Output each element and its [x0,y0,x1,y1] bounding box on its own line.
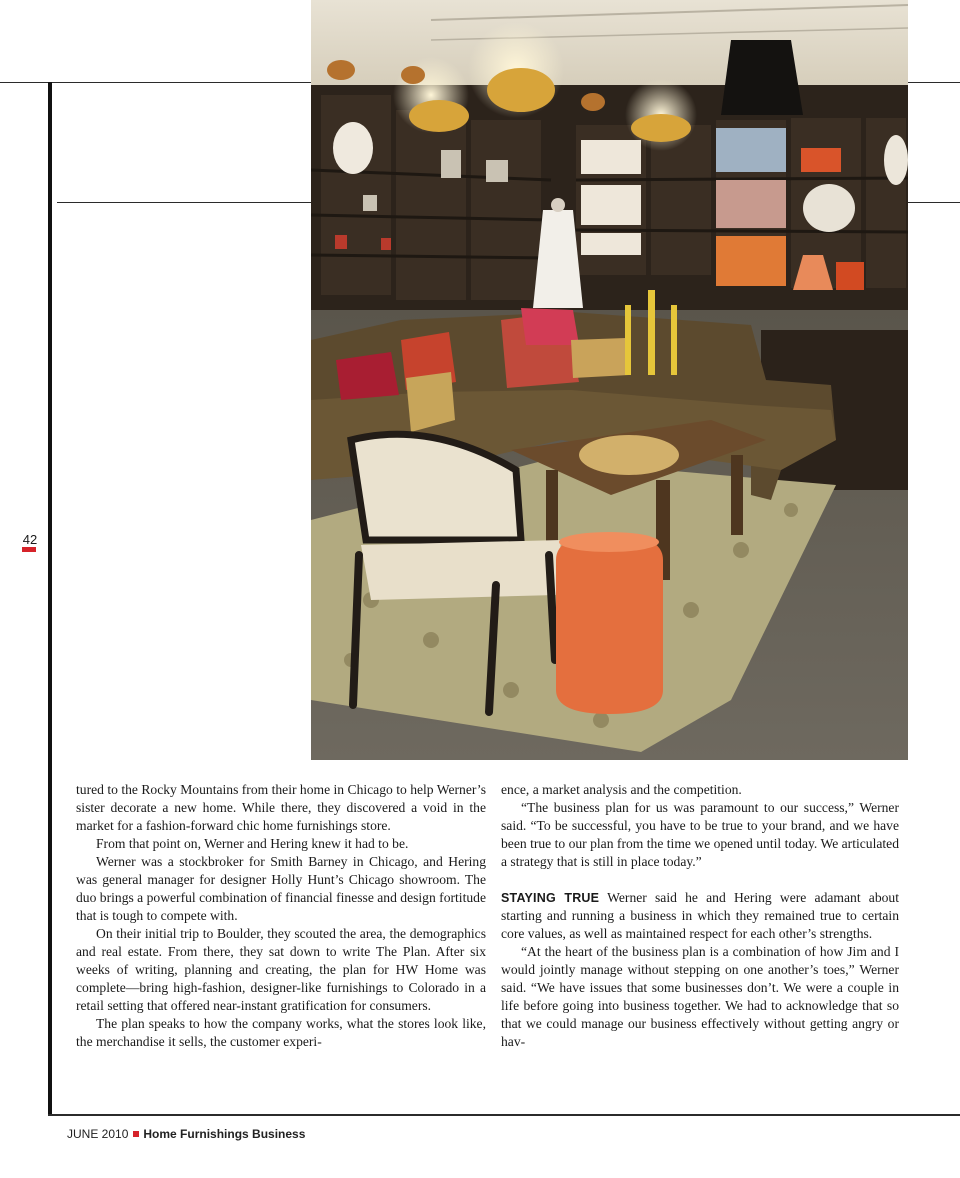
paragraph: “The business plan for us was paramount to our success,” Werner said. “To be successful, you have to be true to your brand, and we have been true to our plan from the time we opened until today. We articulated a strategy that is still in place today.” [501,800,899,869]
paragraph-gap [501,871,899,889]
paragraph: ence, a market analysis and the competition. [501,782,742,797]
paragraph: From that point on, Werner and Hering knew it had to be. [96,836,409,851]
paragraph-text: Werner said he and Hering were adamant about starting and running a business in which they remained true to certain core values, as well as maintained respect for each other’s strengths. [501,890,899,941]
page-footer [67,1127,305,1141]
paragraph [501,889,899,943]
left-vertical-bar [48,82,52,1116]
page-number-accent [22,547,36,552]
bottom-rule [48,1114,960,1116]
paragraph: On their initial trip to Boulder, they scouted the area, the demographics and real estate. From there, they sat down to write The Plan. After six weeks of writing, planning and creating, the plan for HW Home was complete—bring high-fashion, designer-like furnishings to Colorado in a retail setting that offered near-instant gratification for consumers. [76,926,486,1013]
article-column-1 [76,781,486,1051]
top-rule-left [0,82,311,83]
page-number: 42 [22,532,38,547]
inner-rule-left [57,202,311,203]
publication-name: Home Furnishings Business [143,1127,306,1141]
paragraph: The plan speaks to how the company works, what the stores look like, the merchandise it sells, the customer experi- [76,1016,486,1049]
top-rule-right [908,82,960,83]
paragraph: Werner was a stockbroker for Smith Barney in Chicago, and Hering was general manager for designer Holly Hunt’s Chicago showroom. The duo brings a powerful combination of financial finesse and design fortitude that is tough to compete with. [76,854,486,923]
showroom-photo [311,0,908,760]
paragraph: “At the heart of the business plan is a combination of how Jim and I would jointly manage without stepping on one another’s toes,” Werner said. “We have issues that some businesses don’t. We were a couple in life before going into business together. We had to acknowledge that so that we could manage our business effectively without getting angry or hav- [501,944,899,1049]
paragraph: tured to the Rocky Mountains from their home in Chicago to help Werner’s sister decorate a new home. While there, they discovered a void in the market for a fashion-forward chic home furnishings store. [76,782,486,833]
issue-date: JUNE 2010 [67,1127,129,1141]
inner-rule-right [908,202,960,203]
section-subhead: STAYING TRUE [501,891,600,905]
article-column-2 [501,781,899,1051]
footer-separator [133,1131,139,1137]
